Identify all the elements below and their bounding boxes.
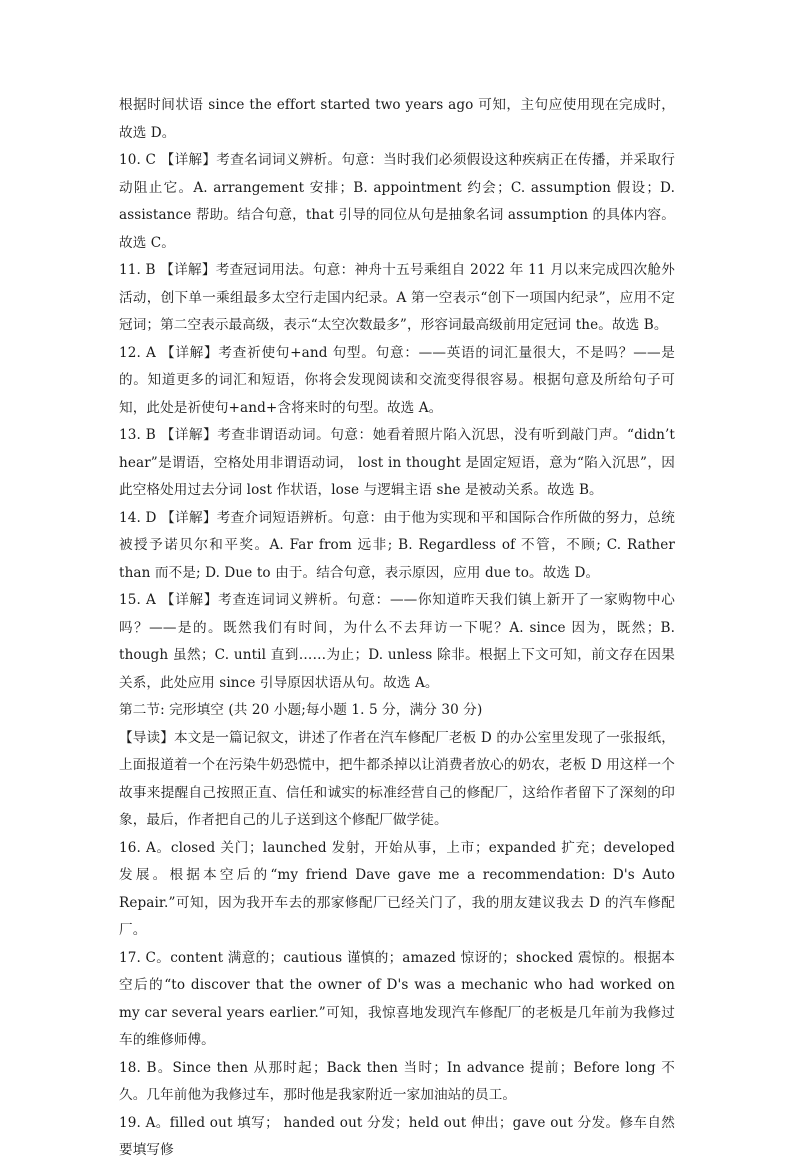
answer-paragraph-11: 11. B 【详解】考查冠词用法。句意：神舟十五号乘组自 2022 年 11 月以来完成四次舱外活动，创下单一乘组最多太空行走国内纪录。A 第一空表示“创下一项国内纪录”，应用不定冠词；第二空表示最高级，表示“太空次数最多”，形容词最高级前用定冠词 the。故选 B。 (119, 262, 675, 333)
answer-paragraph-18: 18. B。Since then 从那时起；Back then 当时；In advance 提前；Before long 不久。几年前他为我修过车，那时他是我家附近一家加油站的员工。 (119, 1059, 675, 1103)
answer-paragraph-16: 16. A。closed 关门；launched 发射，开始从事，上市；expanded 扩充；developed 发展。根据本空后的“my friend Dave gave me a recommendation: D's Auto Repair.”可知，因为我开车去的那家修配厂已经关门了，我的朋友建议我去 D 的汽车修配厂。 (119, 839, 675, 938)
answer-paragraph-17: 17. C。content 满意的；cautious 谨慎的；amazed 惊讶的；shocked 震惊的。根据本空后的“to discover that the owner of D's was a mechanic who had worked on my car several years earlier.”可知，我惊喜地发现汽车修配厂的老板是几年前为我修过车的维修师傅。 (119, 949, 675, 1048)
answer-paragraph-19: 19. A。filled out 填写； handed out 分发；held out 伸出；gave out 分发。修车自然要填写修 (119, 1114, 675, 1158)
document-page (119, 92, 675, 1165)
answer-paragraph-15: 15. A 【详解】考查连词词义辨析。句意：——你知道昨天我们镇上新开了一家购物中心吗？——是的。既然我们有时间，为什么不去拜访一下呢？A. since 因为，既然；B. though 虽然；C. until 直到……为止；D. unless 除非。根据上下文可知，前文存在因果关系，此处应用 since 引导原因状语从句。故选 A。 (119, 592, 675, 691)
answer-paragraph-14: 14. D 【详解】考查介词短语辨析。句意：由于他为实现和平和国际合作所做的努力，总统被授予诺贝尔和平奖。A. Far from 远非; B. Regardless of 不管，不顾; C. Rather than 而不是; D. Due to 由于。结合句意，表示原因，应用 due to。故选 D。 (119, 509, 675, 581)
section-title: 第二节: 完形填空 (共 20 小题;每小题 1. 5 分，满分 30 分) (119, 702, 483, 718)
guide-paragraph: 【导读】本文是一篇记叙文，讲述了作者在汽车修配厂老板 D 的办公室里发现了一张报纸，上面报道着一个在污染牛奶恐慌中，把牛都杀掉以让消费者放心的奶农，老板 D 用这样一个故事来提醒自己按照正直、信任和诚实的标准经营自己的修配厂，这给作者留下了深刻的印象，最后，作者把自己的儿子送到这个修配厂做学徒。 (119, 729, 675, 828)
answer-paragraph-13: 13. B 【详解】考查非谓语动词。句意：她看着照片陷入沉思，没有听到敲门声。“didn’t hear”是谓语，空格处用非谓语动词， lost in thought 是固定短语，意为“陷入沉思”，因此空格处用过去分词 lost 作状语，lose 与逻辑主语 she 是被动关系。故选 B。 (119, 427, 675, 498)
answer-paragraph-10: 10. C 【详解】考查名词词义辨析。句意：当时我们必须假设这种疾病正在传播，并采取行动阻止它。A. arrangement 安排；B. appointment 约会；C. assumption 假设；D. assistance 帮助。结合句意，that 引导的同位从句是抽象名词 assumption 的具体内容。故选 C。 (119, 152, 675, 251)
answer-paragraph-12: 12. A 【详解】考查祈使句+and 句型。句意：——英语的词汇量很大，不是吗？——是的。知道更多的词汇和短语，你将会发现阅读和交流变得很容易。根据句意及所给句子可知，此处是祈使句+and+含将来时的句型。故选 A。 (119, 344, 675, 416)
answer-paragraph-9-tail: 根据时间状语 since the effort started two years ago 可知，主句应使用现在完成时，故选 D。 (119, 97, 675, 141)
